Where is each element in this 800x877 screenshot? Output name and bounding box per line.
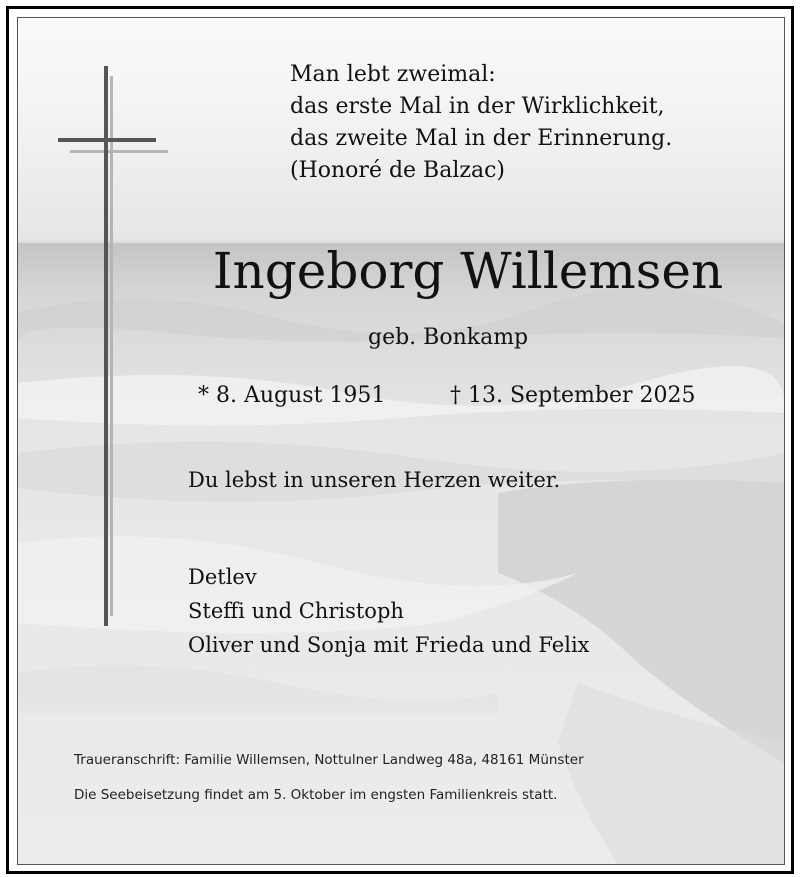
obituary-inner-frame	[17, 17, 785, 865]
quote-author: (Honoré de Balzac)	[290, 158, 505, 183]
quote-line: das zweite Mal in der Erinnerung.	[290, 126, 673, 151]
birth-date: * 8. August 1951	[198, 383, 386, 408]
mourning-address: Traueranschrift: Familie Willemsen, Nottulner Landweg 48a, 48161 Münster	[74, 752, 584, 768]
quote-line: Man lebt zweimal:	[290, 62, 496, 87]
footer-notes	[74, 743, 584, 813]
cross-icon	[48, 58, 168, 628]
burial-note: Die Seebeisetzung findet am 5. Oktober im engsten Familienkreis statt.	[74, 787, 558, 803]
deceased-name: Ingeborg Willemsen	[212, 242, 724, 300]
tribute-text: Du lebst in unseren Herzen weiter.	[188, 468, 561, 492]
mourner-item: Steffi und Christoph	[188, 599, 404, 623]
quote-block	[290, 59, 672, 187]
birth-name: geb. Bonkamp	[368, 325, 529, 350]
death-date: † 13. September 2025	[450, 383, 696, 408]
mourner-item: Detlev	[188, 565, 257, 589]
mourner-item: Oliver und Sonja mit Frieda und Felix	[188, 633, 590, 657]
quote-line: das erste Mal in der Wirklichkeit,	[290, 94, 665, 119]
obituary-card	[6, 6, 794, 874]
mourners-list	[188, 560, 590, 662]
